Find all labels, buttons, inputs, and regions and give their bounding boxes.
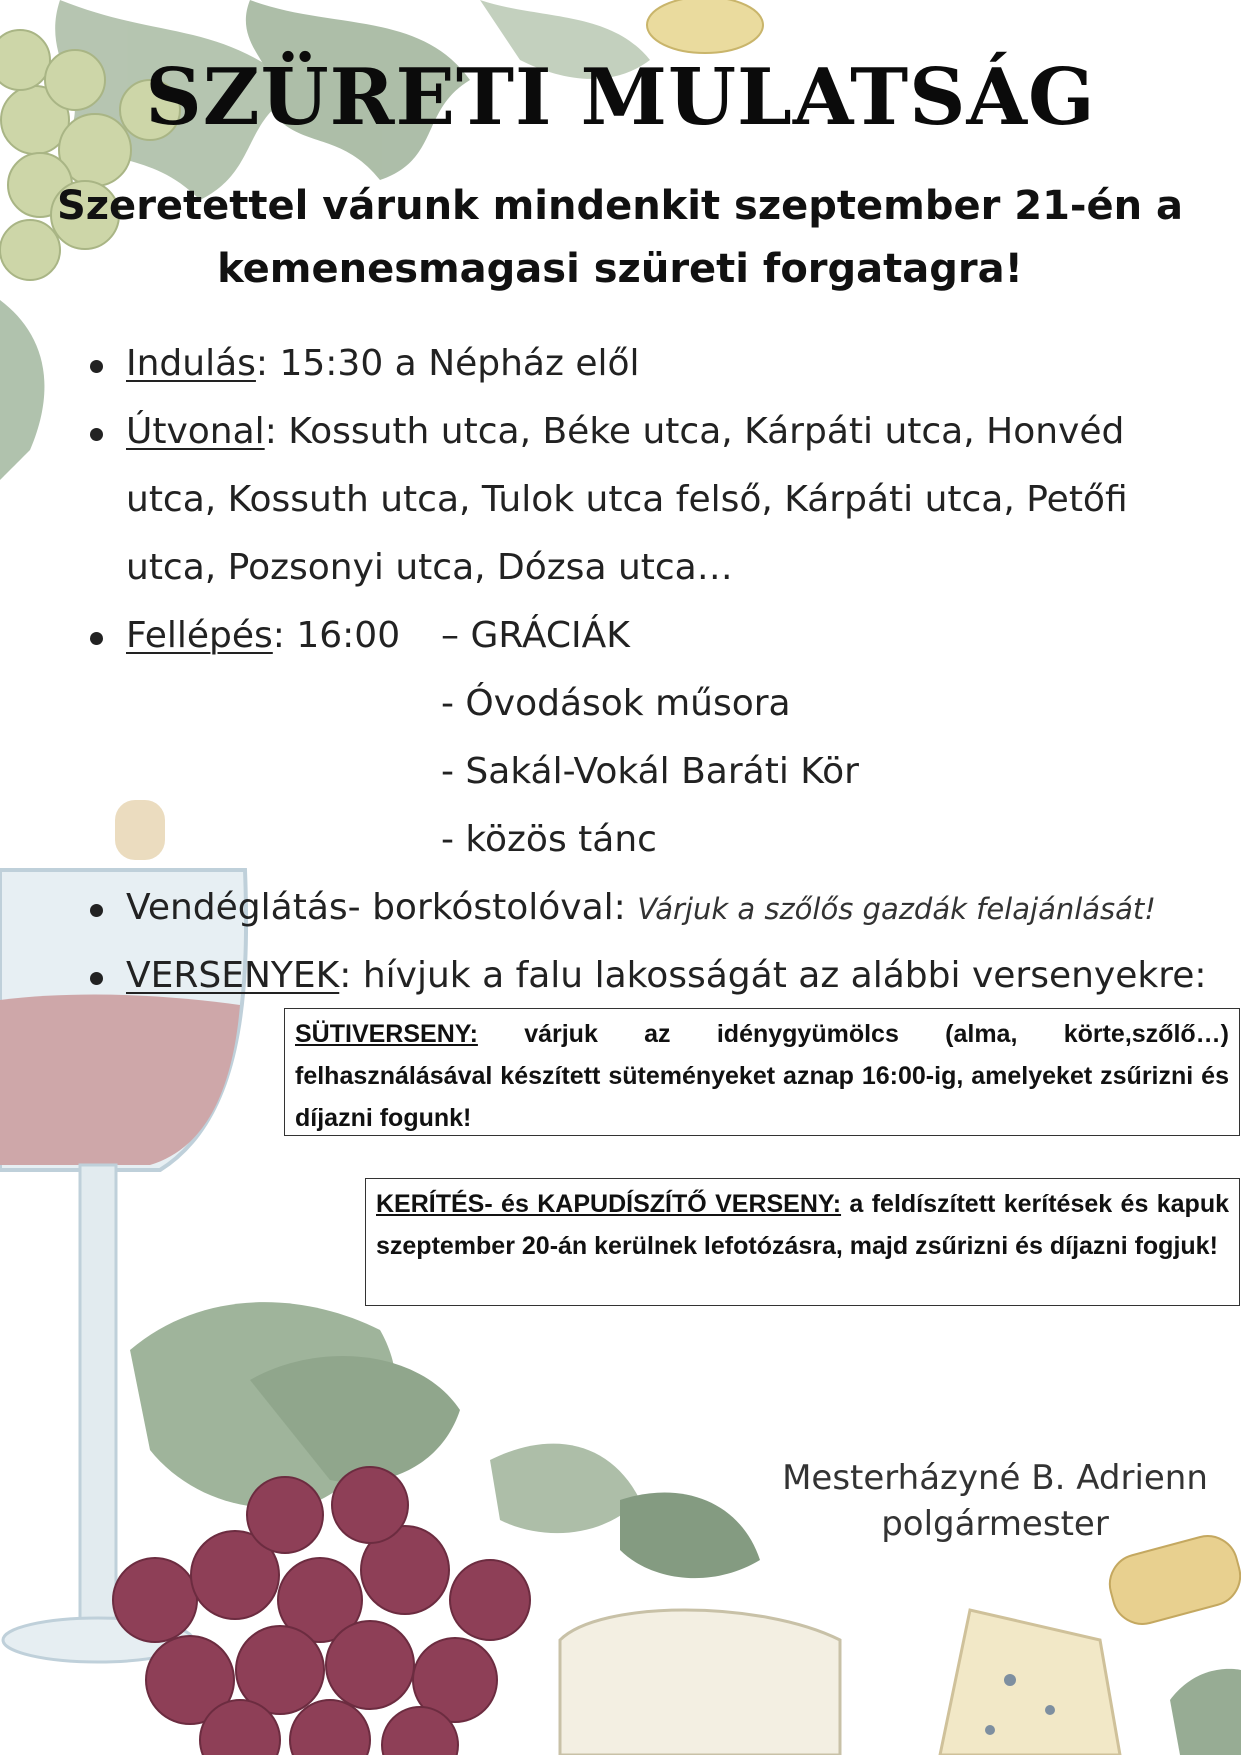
signature-name: Mesterházyné B. Adrienn <box>782 1458 1208 1498</box>
performance-label: Fellépés <box>126 615 273 656</box>
fence-contest-box <box>365 1178 1240 1306</box>
top-cork <box>647 0 763 53</box>
cake-contest-text: várjuk az idénygyümölcs (alma, körte,szőlő…) felhasználásával készített süteményeket aznap 16:00-ig, amelyeket zsűrizni és díjazni fogunk! <box>295 1020 1229 1132</box>
hospitality-note: Várjuk a szőlős gazdák felajánlását! <box>637 892 1156 926</box>
route-text: : Kossuth utca, Béke utca, Kárpáti utca, Honvéd utca, Kossuth utca, Tulok utca felső, Kárpáti utca, Petőfi utca, Pozsonyi utca, Dózsa utca… <box>126 411 1128 588</box>
list-item-hospitality <box>126 874 1156 943</box>
hospitality-text: Vendéglátás- borkóstolóval: <box>126 887 626 928</box>
performance-act: - Sakál-Vokál Baráti Kör <box>441 751 859 792</box>
performance-act: - közös tánc <box>441 819 657 860</box>
contests-label: VERSENYEK <box>126 955 340 996</box>
cake-contest-heading: SÜTIVERSENY: <box>295 1020 478 1048</box>
performance-act: – GRÁCIÁK <box>441 615 630 656</box>
bottom-right-leaf <box>1170 1669 1241 1755</box>
route-label: Útvonal <box>126 411 265 452</box>
cheese-wheel <box>560 1610 840 1755</box>
signature-role: polgármester <box>881 1504 1109 1544</box>
contests-text: : hívjuk a falu lakosságát az alábbi versenyekre: <box>339 955 1207 996</box>
page-title: SZÜRETI MULATSÁG <box>145 52 1096 143</box>
start-text: : 15:30 a Népház elől <box>255 343 640 384</box>
bullet-icon <box>90 428 103 441</box>
fence-contest-text: a feldíszített kerítések és kapuk szeptember 20-án kerülnek lefotózásra, majd zsűrizni és díjazni fogjuk! <box>376 1190 1229 1260</box>
list-item-contests <box>126 942 1207 1010</box>
list-item-route <box>126 398 1216 602</box>
signature-block <box>770 1455 1220 1547</box>
subtitle: Szeretettel várunk mindenkit szeptember 21-én a kemenesmagasi szüreti forgatagra! <box>56 183 1184 292</box>
bullet-icon <box>90 632 103 645</box>
bullet-icon <box>90 360 103 373</box>
left-leaf <box>0 300 44 480</box>
blue-cheese-wedge <box>940 1610 1120 1755</box>
list-item-start <box>126 330 640 398</box>
performance-act: - Óvodások műsora <box>441 683 791 724</box>
performance-time: : 16:00 <box>272 615 401 656</box>
bullet-icon <box>90 972 103 985</box>
red-grapes <box>113 1467 530 1755</box>
list-item-performance <box>126 602 400 670</box>
start-label: Indulás <box>126 343 256 384</box>
cake-contest-box <box>284 1008 1240 1136</box>
fence-contest-heading: KERÍTÉS- és KAPUDÍSZÍTŐ VERSENY: <box>376 1190 842 1218</box>
bullet-icon <box>90 904 103 917</box>
